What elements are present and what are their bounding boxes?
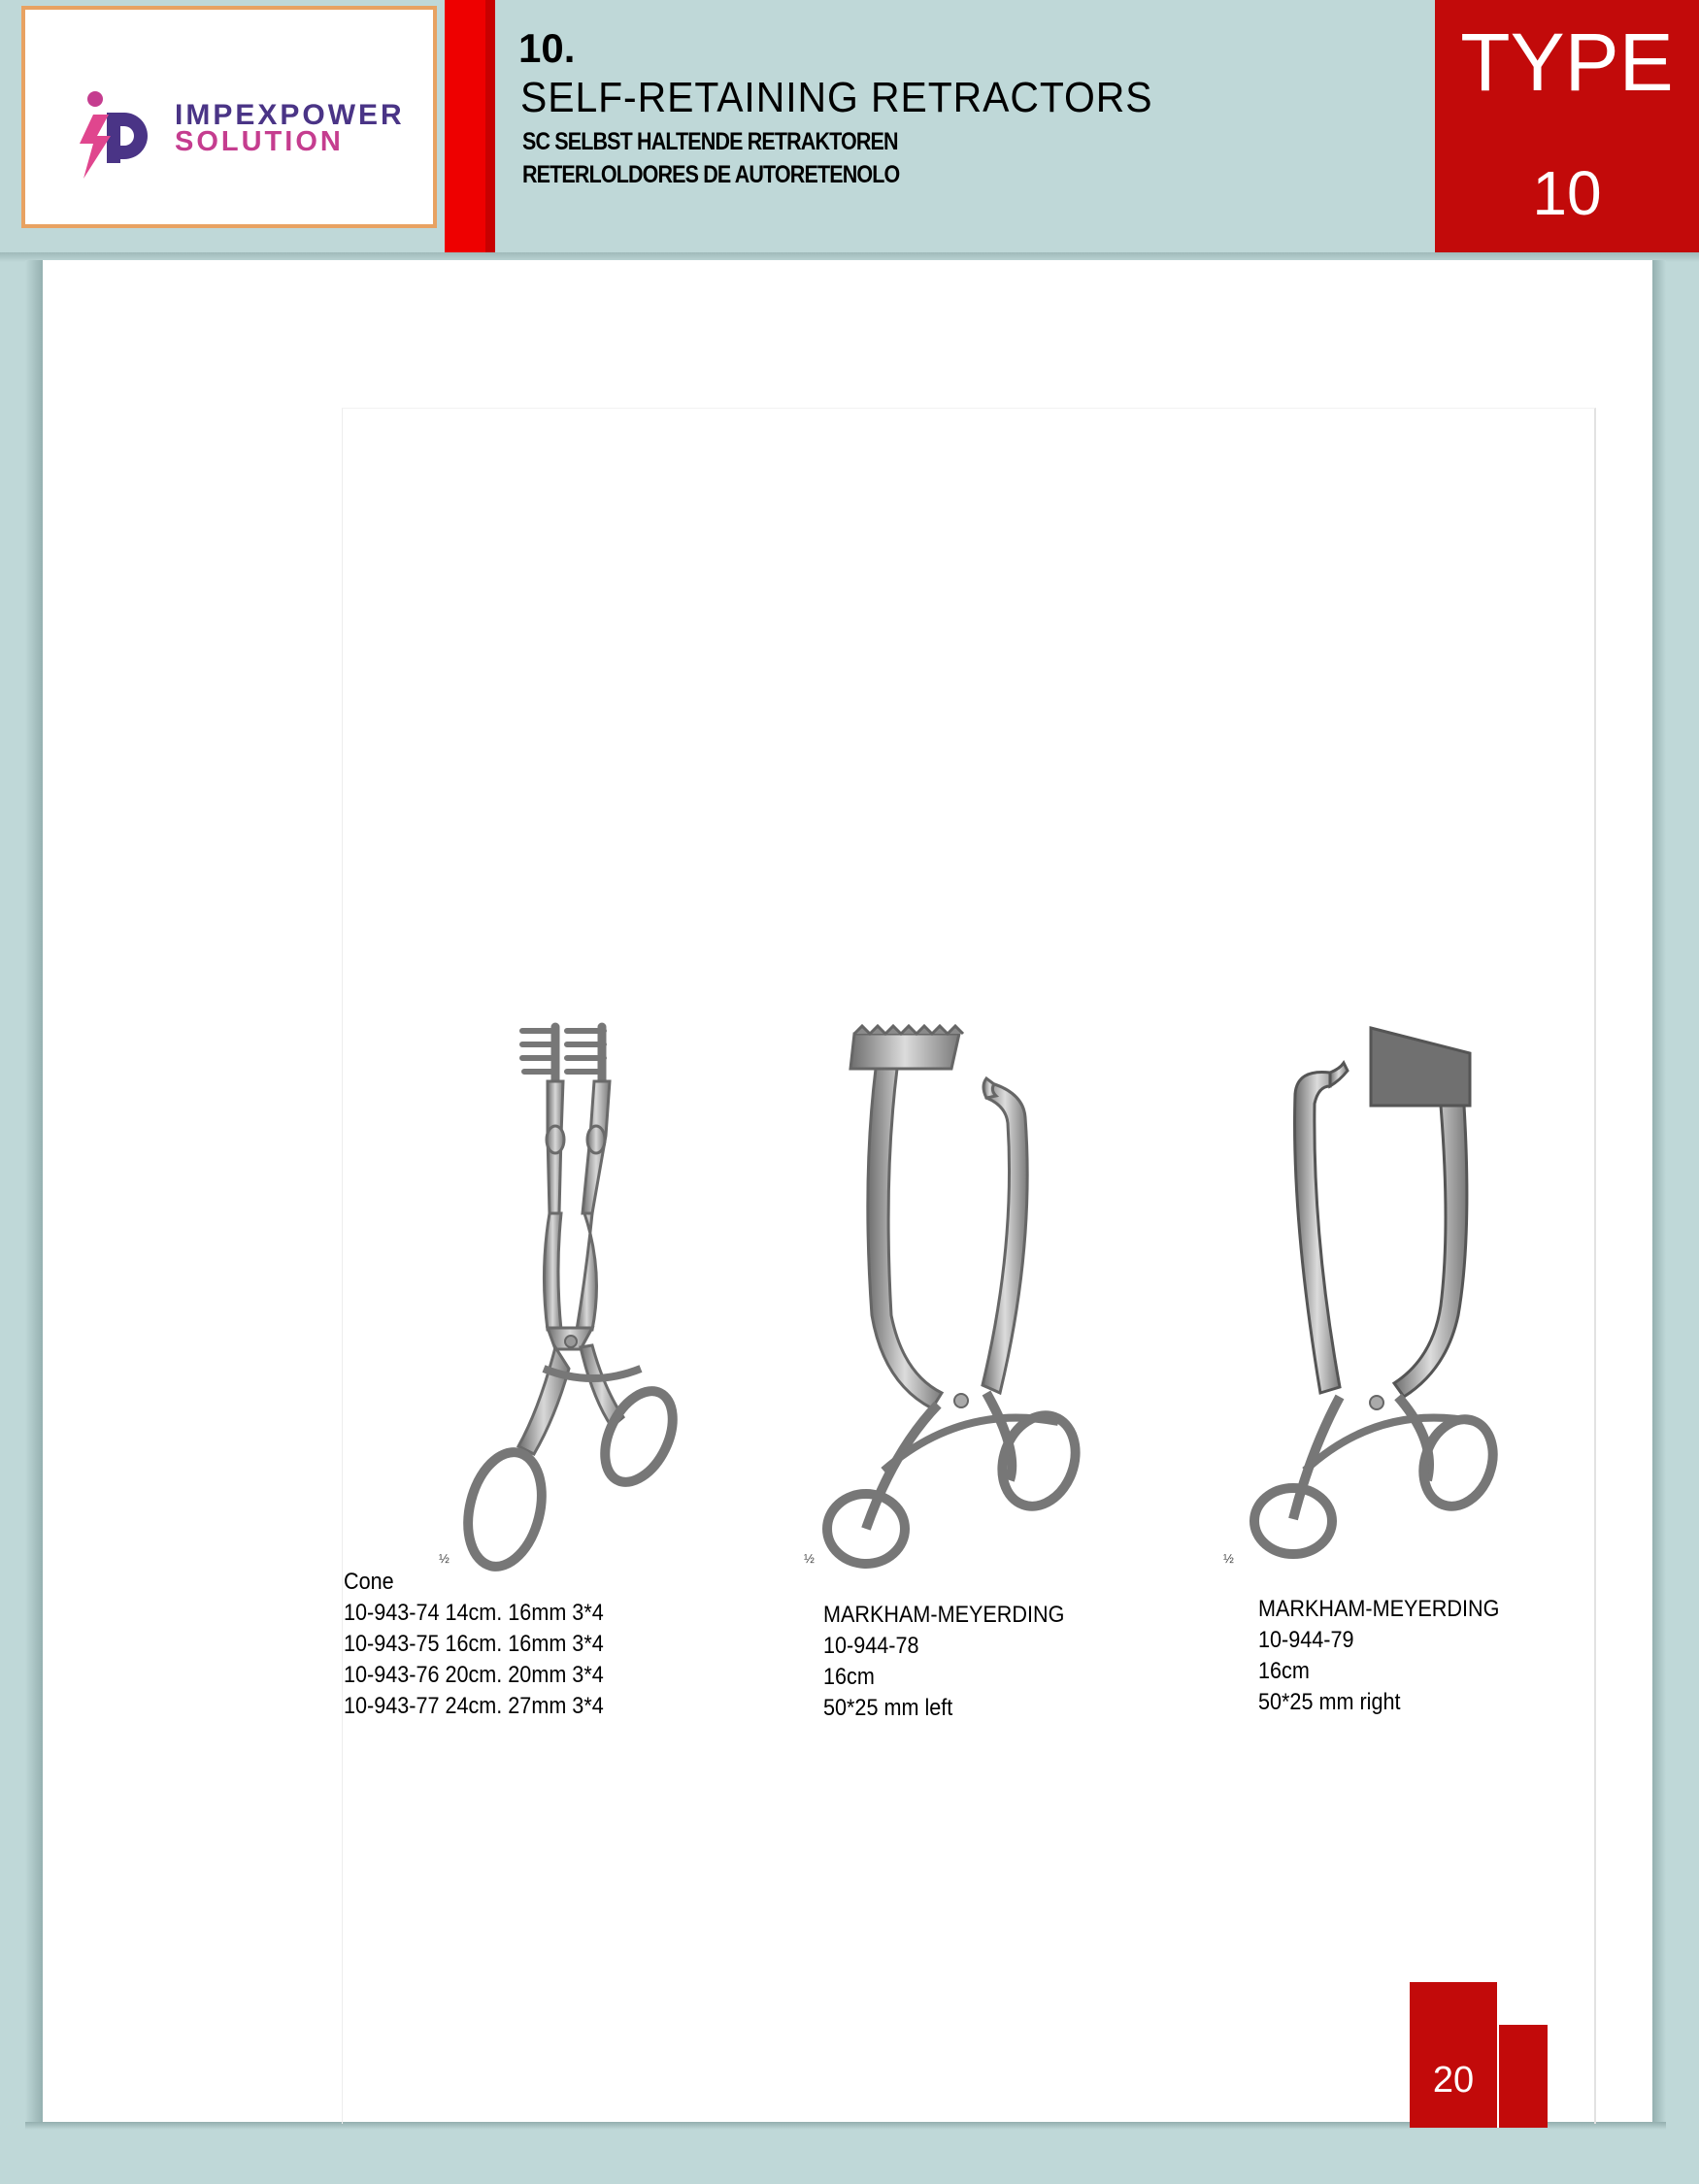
page-shadow-right [1652,260,1666,2124]
product-spec-line: 50*25 mm left [823,1695,953,1721]
section-subtitle-german: SC SELBST HALTENDE RETRAKTOREN [522,128,898,155]
page-number-tab-accent [1497,2025,1548,2128]
section-number: 10. [518,25,576,71]
scale-indicator-1: ½ [439,1551,450,1566]
scale-indicator-2: ½ [804,1551,815,1566]
product-spec-line: 10-943-75 16cm. 16mm 3*4 [344,1631,604,1657]
product-caption-markham-left [823,1600,1064,1724]
product-spec-line: 16cm [823,1664,875,1690]
scale-indicator-3: ½ [1223,1551,1234,1566]
type-label: TYPE [1460,17,1674,108]
page-header [0,0,1699,260]
logo-text-top: IMPEXPOWER [175,99,405,131]
page-shadow-left [25,260,43,2124]
product-name: MARKHAM-MEYERDING [823,1602,1065,1628]
logo-mark-icon [68,85,165,182]
cone-retractor-image [447,1019,699,1572]
page-number-tab [1410,1982,1497,2128]
markham-meyerding-left-image [816,1024,1107,1572]
company-logo [21,6,437,228]
header-red-bar-edge [485,0,495,260]
product-spec-line: 16cm [1258,1658,1310,1684]
product-spec-line: 10-943-76 20cm. 20mm 3*4 [344,1662,604,1688]
product-spec-line: 50*25 mm right [1258,1689,1401,1715]
product-spec-line: 10-944-79 [1258,1627,1354,1653]
product-name: Cone [344,1569,394,1595]
product-spec-line: 10-943-77 24cm. 27mm 3*4 [344,1693,604,1719]
type-number: 10 [1532,158,1602,228]
section-subtitle-spanish: RETERLOLDORES DE AUTORETENOLO [522,161,900,188]
product-spec-line: 10-943-74 14cm. 16mm 3*4 [344,1600,604,1626]
product-name: MARKHAM-MEYERDING [1258,1596,1500,1622]
logo-text-bottom: SOLUTION [175,126,344,157]
markham-meyerding-right-image [1233,1024,1524,1572]
section-title: SELF-RETAINING RETRACTORS [520,74,1153,121]
product-spec-line: 10-944-78 [823,1633,919,1659]
type-badge [1435,0,1699,260]
product-caption-cone [344,1567,604,1722]
product-caption-markham-right [1258,1594,1499,1718]
page-number: 20 [1432,2060,1475,2101]
